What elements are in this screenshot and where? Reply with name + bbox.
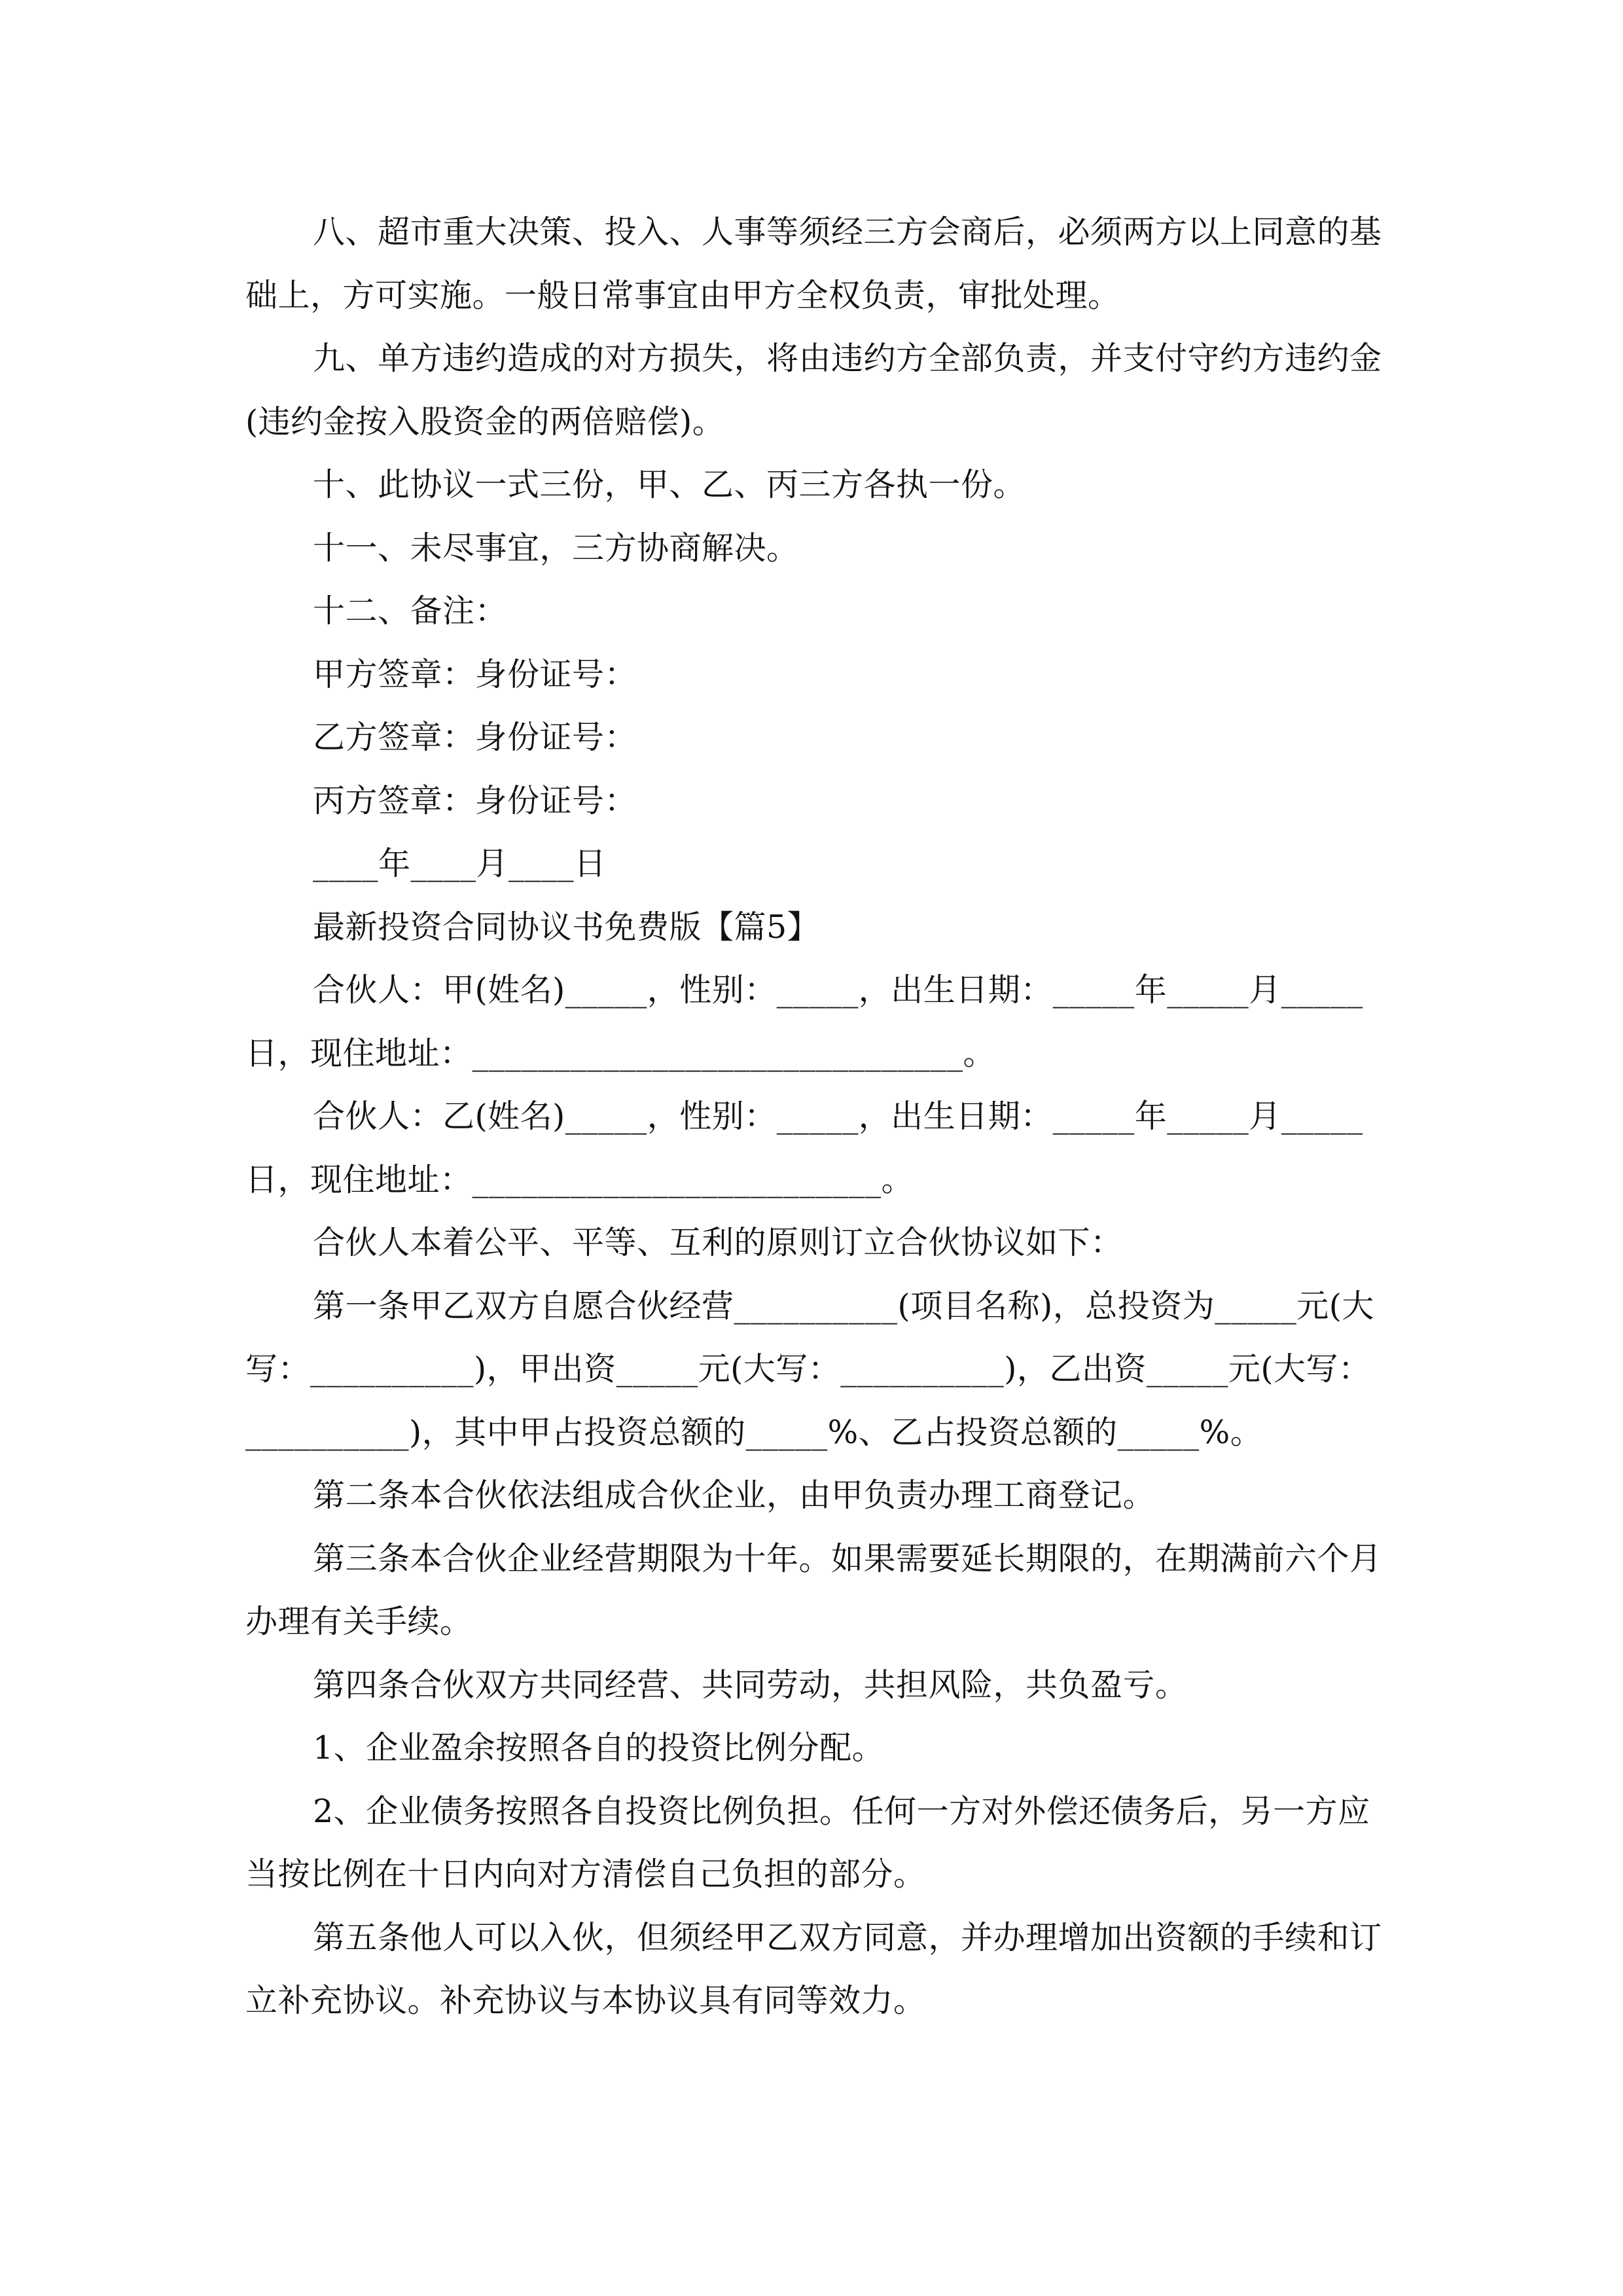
clause-12-remarks: 十二、备注：	[313, 592, 508, 630]
party-b-signature-line: 乙方签章：身份证号：	[313, 719, 637, 756]
article-1-line-3: __________)，其中甲占投资总额的_____%、乙占投资总额的_____%。	[245, 1414, 1263, 1451]
article-4-item-2-line-1: 2、企业债务按照各自投资比例负担。任何一方对外偿还债务后，另一方应	[313, 1793, 1370, 1830]
article-1-line-2: 写：__________)，甲出资_____元(大写：__________)，乙出资_____元(大写：	[245, 1350, 1371, 1388]
article-1-line-1: 第一条甲乙双方自愿合伙经营__________(项目名称)，总投资为_____元(大	[313, 1287, 1374, 1325]
article-5-line-2: 立补充协议。补充协议与本协议具有同等效力。	[245, 1982, 926, 2019]
partner-b-line-2: 日，现住地址：_________________________。	[245, 1161, 914, 1198]
party-a-signature-line: 甲方签章：身份证号：	[313, 656, 637, 693]
clause-8-line-2: 础上，方可实施。一般日常事宜由甲方全权负责，审批处理。	[245, 277, 1120, 314]
agreement-intro: 合伙人本着公平、平等、互利的原则订立合伙协议如下：	[313, 1224, 1123, 1261]
clause-11: 十一、未尽事宜，三方协商解决。	[313, 529, 799, 567]
clause-10: 十、此协议一式三份，甲、乙、丙三方各执一份。	[313, 466, 1026, 503]
article-3-line-1: 第三条本合伙企业经营期限为十年。如果需要延长期限的，在期满前六个月	[313, 1540, 1382, 1577]
section-title-part-5: 最新投资合同协议书免费版【篇5】	[313, 908, 820, 946]
clause-9-line-2: (违约金按入股资金的两倍赔偿)。	[245, 403, 725, 440]
article-3-line-2: 办理有关手续。	[245, 1603, 473, 1640]
clause-8-line-1: 八、超市重大决策、投入、人事等须经三方会商后，必须两方以上同意的基	[313, 213, 1382, 251]
article-4-item-2-line-2: 当按比例在十日内向对方清偿自己负担的部分。	[245, 1856, 926, 1893]
article-2: 第二条本合伙依法组成合伙企业，由甲负责办理工商登记。	[313, 1477, 1156, 1514]
article-5-line-1: 第五条他人可以入伙，但须经甲乙双方同意，并办理增加出资额的手续和订	[313, 1919, 1382, 1956]
party-c-signature-line: 丙方签章：身份证号：	[313, 782, 637, 819]
article-4-item-1: 1、企业盈余按照各自的投资比例分配。	[313, 1729, 885, 1767]
partner-a-line-2: 日，现住地址：______________________________。	[245, 1035, 996, 1072]
partner-b-line-1: 合伙人：乙(姓名)_____，性别：_____，出生日期：_____年_____月_____	[313, 1098, 1363, 1135]
article-4: 第四条合伙双方共同经营、共同劳动，共担风险，共负盈亏。	[313, 1666, 1188, 1704]
partner-a-line-1: 合伙人：甲(姓名)_____，性别：_____，出生日期：_____年_____月_____	[313, 971, 1363, 1009]
clause-9-line-1: 九、单方违约造成的对方损失，将由违约方全部负责，并支付守约方违约金	[313, 340, 1382, 377]
date-line: ____年____月____日	[313, 845, 607, 882]
